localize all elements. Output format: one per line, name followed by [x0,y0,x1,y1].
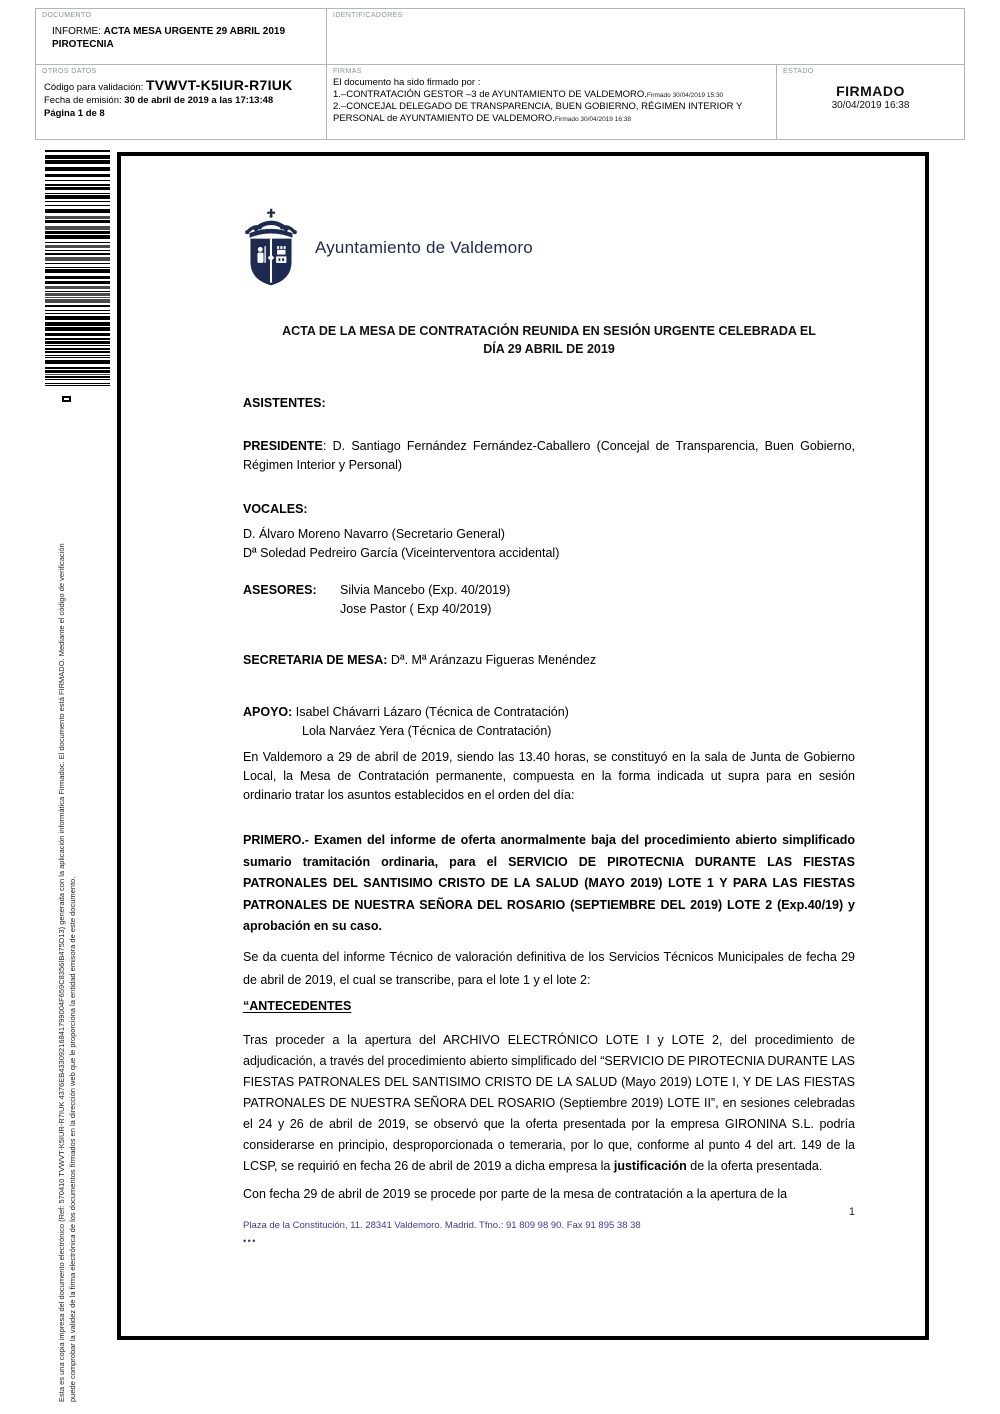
logo-name: Ayuntamiento de Valdemoro [315,238,533,257]
verification-side-text [56,397,78,1402]
vocal-item: D. Álvaro Moreno Navarro (Secretario General) [243,527,505,541]
asesor-item: Jose Pastor ( Exp 40/2019) [340,602,492,616]
vocal-item: Dª Soledad Pedreiro García (Viceinterventora accidental) [243,546,560,560]
presidente-paragraph [243,437,855,475]
firma-timestamp: Firmado 30/04/2019 15:30 [646,91,724,99]
firma-line [333,101,770,125]
estado-date: 30/04/2019 16:38 [831,100,910,111]
apoyo-label: APOYO: [243,705,293,719]
logo [243,208,855,288]
codigo-label: Código para validación: [44,82,146,93]
page-number: 1 [848,1205,855,1218]
otros-datos-label: OTROS DATOS [42,68,97,75]
firmas-cell [326,65,776,139]
tras-bold-word: justificación [613,1158,687,1173]
estado-cell [776,65,964,139]
documento-prefix: INFORME: [52,26,104,37]
paragraph-tras [243,1030,855,1177]
firmas-intro: El documento ha sido firmado por : [333,77,481,88]
documento-name: ACTA MESA URGENTE 29 ABRIL 2019 PIROTECNIA [52,26,286,50]
asesores-list [340,581,510,619]
tras-text: Tras proceder a la apertura del ARCHIVO ELECTRÓNICO LOTE I y LOTE 2, del procedimiento de adjudicación, a través del procedimiento abierto simplificado del “SERVICIO DE PIROTECNIA DURANTE LAS FIESTAS PATRONALES DEL SANTISIMO CRISTO DE LA SALUD (Mayo 2019) LOTE I, Y DE LAS FIESTAS PATRONALES DE NUESTRA SEÑORA DEL ROSARIO (Septiembre 2019) LOTE II”, en sesiones celebradas el 24 y 26 de abril de 2019, se observó que la oferta presentada por la empresa GIRONINA S.L. podría considerarse en principio, desproporcionada o temeraria, por lo que, conforme al punto 4 del art. 149 de la LCSP, se requirió en fecha 26 de abril de 2019 a dicha empresa la [243,1032,855,1173]
asesores-block [243,581,855,619]
firma-line [333,89,770,102]
estado-status: FIRMADO [836,83,905,99]
antecedentes-heading [243,997,855,1016]
secretaria-label: SECRETARIA DE MESA: [243,653,388,667]
otros-datos-cell [36,65,326,139]
codigo-line [44,79,320,94]
documento-cell [36,9,326,64]
asesor-item: Silvia Mancebo (Exp. 40/2019) [340,583,511,597]
verification-line: Esta es una copia impresa del documento electrónico (Ref: 570410 TVWVT-K5IUR-R7IUK 4376EB43309216841799004F659C8356IB475D13) generada con la aplicación informática Firmadoc. El documento está FIRMADO. Mediante el código de verificación [57,543,66,1402]
asistentes-heading: ASISTENTES: [243,396,326,410]
verification-line: puede comprobar la validez de la firma electrónica de los documentos firmados en la dirección web que le proporciona la entidad emisora de este documento. [68,876,77,1402]
validation-header [35,8,965,140]
documento-title [52,25,320,51]
secretaria-line [243,651,855,670]
fecha-label: Fecha de emisión: [44,95,125,106]
documento-label: DOCUMENTO [42,12,92,19]
presidente-label: PRESIDENTE [243,439,323,453]
footer-dots-icon: ••• [243,1235,257,1246]
vocales-list [243,525,855,563]
fecha-line [44,94,320,107]
fecha-value: 30 de abril de 2019 a las 17:13:48 [124,95,274,106]
paragraph-primero: PRIMERO.- Examen del informe de oferta anormalmente baja del procedimiento abierto simplificado sumario tramitación ordinaria, para el SERVICIO DE PIROTECNIA DURANTE LAS FIESTAS PATRONALES DEL SANTISIMO CRISTO DE LA SALUD (MAYO 2019) LOTE 1 Y PARA LAS FIESTAS PATRONALES DE NUESTRA SEÑORA DEL ROSARIO (SEPTIEMBRE DEL 2019) LOTE 2 (Exp.40/19) y aprobación en su caso. [243,833,855,933]
asesores-label: ASESORES: [243,583,317,597]
apoyo-line1 [243,703,855,722]
apoyo-text: Isabel Chávarri Lázaro (Técnica de Contratación) [292,705,569,719]
paragraph-confecha: Con fecha 29 de abril de 2019 se procede por parte de la mesa de contratación a la apertura de la [243,1186,788,1201]
apoyo-block [243,703,855,741]
pagina-line: Página 1 de 8 [44,108,105,119]
barcode [45,150,110,390]
firma-timestamp: Firmado 30/04/2019 16:38 [554,115,631,123]
firma-signer: 2.–CONCEJAL DELEGADO DE TRANSPARENCIA, BUEN GOBIERNO, RÉGIMEN INTERIOR Y PERSONAL de AYUNTAMIENTO DE VALDEMORO. [333,101,743,124]
document-frame [117,152,929,1340]
title-line1: ACTA DE LA MESA DE CONTRATACIÓN REUNIDA EN SESIÓN URGENTE CELEBRADA EL [282,324,816,338]
title-line2: DÍA 29 ABRIL DE 2019 [483,342,615,356]
identificadores-label: IDENTIFICADORES [333,12,403,19]
valdemoro-coat-of-arms-icon [243,208,299,288]
antecedentes-text: “ANTECEDENTES [243,998,352,1013]
firmas-body [333,77,770,125]
codigo-value: TVWVT-K5IUR-R7IUK [145,77,293,93]
apoyo-line2: Lola Narváez Yera (Técnica de Contratación) [302,724,552,738]
firmas-label: FIRMAS [333,68,362,75]
estado-label: ESTADO [783,68,814,75]
vocales-heading: VOCALES: [243,502,308,516]
document-title [243,322,855,358]
firma-signer: 1.–CONTRATACIÓN GESTOR –3 de AYUNTAMIENTO DE VALDEMORO. [333,88,647,100]
paragraph-sedacuenta: Se da cuenta del informe Técnico de valoración definitiva de los Servicios Técnicos Municipales de fecha 29 de abril de 2019, el cual se transcribe, para el lote 1 y el lote 2: [243,949,855,987]
identificadores-cell [326,9,964,64]
estado-box [783,75,958,111]
footer-address: Plaza de la Constitución, 11. 28341 Valdemoro. Madrid. Tfno.: 91 809 98 90. Fax 91 895 38 38 [243,1219,641,1231]
paragraph-valdemoro: En Valdemoro a 29 de abril de 2019, siendo las 13.40 horas, se constituyó en la sala de Junta de Gobierno Local, la Mesa de Contratación permanente, compuesta en la forma indicada ut supra para en sesión ordinario tratar los asuntos establecidos en el orden del día: [243,750,855,802]
presidente-text: : D. Santiago Fernández Fernández-Caballero (Concejal de Transparencia, Buen Gobierno, Régimen Interior y Personal) [243,439,855,472]
tras-text-after: de la oferta presentada. [686,1158,823,1173]
secretaria-text: Dª. Mª Aránzazu Figueras Menéndez [387,653,597,667]
